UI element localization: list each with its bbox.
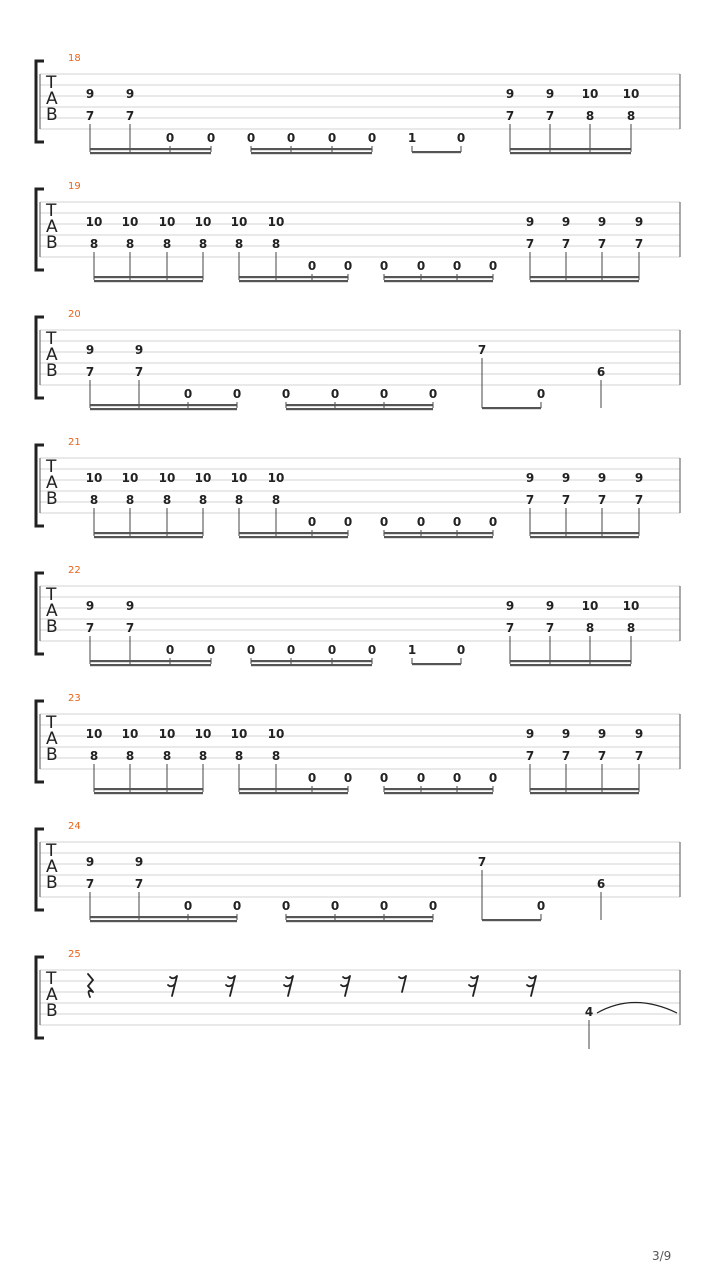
fret-number: 8 (626, 109, 636, 123)
fret-number: 10 (121, 471, 139, 485)
beam (482, 919, 541, 921)
fret-number: 0 (456, 643, 466, 657)
fret-number: 0 (232, 899, 242, 913)
measure-number: 25 (68, 949, 81, 960)
fret-number: 10 (158, 727, 176, 741)
fret-number: 0 (536, 387, 546, 401)
fret-number: 7 (597, 237, 607, 251)
fret-number: 9 (561, 727, 571, 741)
fret-number: 7 (525, 493, 535, 507)
fret-number: 10 (230, 471, 248, 485)
fret-number: 0 (307, 771, 317, 785)
beam (251, 664, 372, 666)
fret-number: 8 (125, 493, 135, 507)
fret-number: 10 (622, 599, 640, 613)
fret-number: 9 (561, 471, 571, 485)
fret-number: 8 (234, 749, 244, 763)
fret-number: 8 (125, 749, 135, 763)
beam (286, 408, 433, 410)
tab-clef-letter: T (46, 201, 57, 221)
sixteenth-rest (469, 976, 478, 996)
fret-number: 0 (428, 387, 438, 401)
beam (530, 276, 639, 278)
fret-number: 10 (121, 215, 139, 229)
fret-number: 0 (488, 515, 498, 529)
fret-number: 10 (158, 471, 176, 485)
beam (251, 660, 372, 662)
tab-system (36, 181, 680, 282)
tab-clef-letter: T (46, 585, 57, 605)
measure-number: 20 (68, 309, 81, 320)
tab-system (36, 821, 680, 922)
fret-number: 0 (286, 643, 296, 657)
fret-number: 0 (330, 387, 340, 401)
fret-number: 0 (379, 515, 389, 529)
beam (90, 916, 237, 918)
fret-number: 8 (198, 493, 208, 507)
fret-number: 9 (561, 215, 571, 229)
tab-clef-letter: T (46, 457, 57, 477)
fret-number: 0 (307, 259, 317, 273)
measure-number: 22 (68, 565, 81, 576)
fret-number: 8 (234, 493, 244, 507)
beam (239, 788, 348, 790)
beam (286, 920, 433, 922)
beam (384, 280, 493, 282)
sixteenth-rest (168, 976, 177, 996)
fret-number: 7 (85, 109, 95, 123)
fret-number: 0 (246, 131, 256, 145)
tab-clef-letter: A (46, 729, 58, 749)
fret-number: 9 (525, 215, 535, 229)
measure-number: 21 (68, 437, 81, 448)
fret-number: 0 (488, 771, 498, 785)
beam (530, 788, 639, 790)
beam (90, 920, 237, 922)
tab-clef-letter: A (46, 217, 58, 237)
beam (412, 151, 461, 153)
beam (94, 532, 203, 534)
beam (90, 408, 237, 410)
fret-number: 9 (634, 215, 644, 229)
tab-clef-letter: A (46, 601, 58, 621)
fret-number: 0 (165, 131, 175, 145)
beam (510, 660, 631, 662)
beam (94, 792, 203, 794)
fret-number: 0 (183, 387, 193, 401)
fret-number: 8 (162, 749, 172, 763)
tab-clef-letter: T (46, 713, 57, 733)
fret-number: 7 (525, 237, 535, 251)
fret-number: 0 (343, 771, 353, 785)
fret-number: 10 (121, 727, 139, 741)
page-number: 3/9 (652, 1249, 672, 1263)
fret-number: 8 (271, 749, 281, 763)
fret-number: 4 (584, 1005, 594, 1019)
tab-system (36, 565, 680, 666)
tab-system (36, 309, 680, 410)
beam (482, 407, 541, 409)
sixteenth-rest (527, 976, 536, 996)
fret-number: 0 (183, 899, 193, 913)
beam (94, 276, 203, 278)
fret-number: 8 (89, 749, 99, 763)
fret-number: 9 (525, 471, 535, 485)
fret-number: 8 (271, 493, 281, 507)
fret-number: 7 (505, 109, 515, 123)
fret-number: 0 (452, 515, 462, 529)
tab-clef-letter: A (46, 345, 58, 365)
fret-number: 7 (85, 365, 95, 379)
beam (90, 664, 211, 666)
beam (384, 276, 493, 278)
beam (530, 280, 639, 282)
fret-number: 9 (505, 87, 515, 101)
tab-clef-letter: A (46, 89, 58, 109)
fret-number: 9 (634, 471, 644, 485)
beam (94, 280, 203, 282)
fret-number: 7 (477, 343, 487, 357)
fret-number: 10 (194, 215, 212, 229)
fret-number: 0 (307, 515, 317, 529)
fret-number: 10 (194, 727, 212, 741)
tab-system (36, 693, 680, 794)
fret-number: 9 (597, 471, 607, 485)
fret-number: 0 (286, 131, 296, 145)
beam (384, 536, 493, 538)
fret-number: 6 (596, 365, 606, 379)
fret-number: 9 (85, 599, 95, 613)
fret-number: 0 (416, 771, 426, 785)
beam (90, 660, 211, 662)
fret-number: 8 (162, 493, 172, 507)
tab-clef-letter: T (46, 969, 57, 989)
fret-number: 0 (281, 899, 291, 913)
measure-number: 18 (68, 53, 81, 64)
fret-number: 7 (505, 621, 515, 635)
fret-number: 8 (234, 237, 244, 251)
beam (384, 532, 493, 534)
beam (90, 148, 211, 150)
tab-clef-letter: A (46, 473, 58, 493)
beam (251, 148, 372, 150)
fret-number: 0 (379, 899, 389, 913)
fret-number: 0 (379, 259, 389, 273)
fret-number: 10 (581, 87, 599, 101)
tab-clef-letter: B (46, 233, 58, 253)
fret-number: 0 (343, 515, 353, 529)
fret-number: 7 (634, 237, 644, 251)
beam (286, 404, 433, 406)
fret-number: 10 (158, 215, 176, 229)
beam (510, 664, 631, 666)
fret-number: 8 (626, 621, 636, 635)
beam (530, 532, 639, 534)
fret-number: 0 (456, 131, 466, 145)
fret-number: 0 (416, 259, 426, 273)
fret-number: 7 (477, 855, 487, 869)
measure-number: 19 (68, 181, 81, 192)
fret-number: 9 (85, 855, 95, 869)
fret-number: 0 (428, 899, 438, 913)
beam (90, 152, 211, 154)
beam (239, 792, 348, 794)
fret-number: 8 (89, 493, 99, 507)
fret-number: 9 (545, 87, 555, 101)
tab-system (36, 53, 680, 154)
fret-number: 7 (634, 493, 644, 507)
beam (286, 916, 433, 918)
sixteenth-rest (226, 976, 235, 996)
fret-number: 10 (581, 599, 599, 613)
fret-number: 9 (125, 87, 135, 101)
tab-clef-letter: T (46, 841, 57, 861)
fret-number: 7 (597, 749, 607, 763)
beam (530, 536, 639, 538)
fret-number: 7 (561, 237, 571, 251)
sixteenth-rest (284, 976, 293, 996)
tab-clef-letter: B (46, 617, 58, 637)
fret-number: 0 (536, 899, 546, 913)
fret-number: 7 (525, 749, 535, 763)
fret-number: 0 (165, 643, 175, 657)
fret-number: 7 (561, 749, 571, 763)
fret-number: 7 (125, 109, 135, 123)
fret-number: 9 (525, 727, 535, 741)
fret-number: 7 (634, 749, 644, 763)
fret-number: 0 (327, 643, 337, 657)
fret-number: 8 (198, 237, 208, 251)
fret-number: 8 (162, 237, 172, 251)
tab-clef-letter: T (46, 329, 57, 349)
measure-number: 23 (68, 693, 81, 704)
tab-clef-letter: A (46, 985, 58, 1005)
fret-number: 0 (206, 131, 216, 145)
fret-number: 0 (281, 387, 291, 401)
beam (384, 788, 493, 790)
fret-number: 8 (89, 237, 99, 251)
fret-number: 7 (561, 493, 571, 507)
fret-number: 9 (134, 855, 144, 869)
sixteenth-rest (341, 976, 350, 996)
beam (94, 536, 203, 538)
fret-number: 7 (597, 493, 607, 507)
fret-number: 10 (267, 215, 285, 229)
beam (239, 276, 348, 278)
fret-number: 7 (545, 109, 555, 123)
fret-number: 0 (452, 771, 462, 785)
fret-number: 9 (85, 87, 95, 101)
beam (239, 536, 348, 538)
beam (510, 148, 631, 150)
fret-number: 0 (452, 259, 462, 273)
fret-number: 9 (634, 727, 644, 741)
quarter-rest (88, 974, 93, 997)
tab-clef-letter: B (46, 489, 58, 509)
tab-system (36, 949, 680, 1049)
eighth-rest (399, 976, 406, 992)
fret-number: 0 (416, 515, 426, 529)
fret-number: 0 (379, 771, 389, 785)
fret-number: 0 (367, 131, 377, 145)
fret-number: 8 (125, 237, 135, 251)
fret-number: 9 (85, 343, 95, 357)
beam (251, 152, 372, 154)
tab-clef-letter: B (46, 1001, 58, 1021)
fret-number: 10 (194, 471, 212, 485)
fret-number: 10 (267, 727, 285, 741)
fret-number: 9 (134, 343, 144, 357)
fret-number: 10 (230, 215, 248, 229)
fret-number: 8 (585, 109, 595, 123)
fret-number: 8 (198, 749, 208, 763)
fret-number: 10 (230, 727, 248, 741)
fret-number: 9 (125, 599, 135, 613)
fret-number: 0 (379, 387, 389, 401)
fret-number: 1 (407, 643, 417, 657)
beam (510, 152, 631, 154)
beam (239, 280, 348, 282)
tab-clef-letter: B (46, 873, 58, 893)
beam (384, 792, 493, 794)
fret-number: 10 (85, 471, 103, 485)
tab-clef-letter: T (46, 73, 57, 93)
fret-number: 7 (125, 621, 135, 635)
fret-number: 0 (206, 643, 216, 657)
fret-number: 7 (134, 365, 144, 379)
fret-number: 0 (330, 899, 340, 913)
fret-number: 1 (407, 131, 417, 145)
fret-number: 0 (367, 643, 377, 657)
fret-number: 0 (246, 643, 256, 657)
beam (94, 788, 203, 790)
tab-clef-letter: B (46, 105, 58, 125)
fret-number: 10 (85, 215, 103, 229)
fret-number: 9 (597, 727, 607, 741)
fret-number: 9 (597, 215, 607, 229)
fret-number: 7 (85, 621, 95, 635)
fret-number: 9 (505, 599, 515, 613)
fret-number: 7 (85, 877, 95, 891)
beam (90, 404, 237, 406)
fret-number: 7 (545, 621, 555, 635)
fret-number: 0 (232, 387, 242, 401)
fret-number: 0 (488, 259, 498, 273)
beam (530, 792, 639, 794)
fret-number: 9 (545, 599, 555, 613)
fret-number: 10 (85, 727, 103, 741)
fret-number: 8 (585, 621, 595, 635)
tab-system (36, 437, 680, 538)
beam (239, 532, 348, 534)
fret-number: 8 (271, 237, 281, 251)
tab-clef-letter: B (46, 361, 58, 381)
fret-number: 10 (622, 87, 640, 101)
fret-number: 7 (134, 877, 144, 891)
tab-clef-letter: B (46, 745, 58, 765)
tab-clef-letter: A (46, 857, 58, 877)
tie-arc (597, 1003, 677, 1014)
fret-number: 10 (267, 471, 285, 485)
measure-number: 24 (68, 821, 81, 832)
beam (412, 663, 461, 665)
fret-number: 0 (343, 259, 353, 273)
fret-number: 0 (327, 131, 337, 145)
fret-number: 6 (596, 877, 606, 891)
